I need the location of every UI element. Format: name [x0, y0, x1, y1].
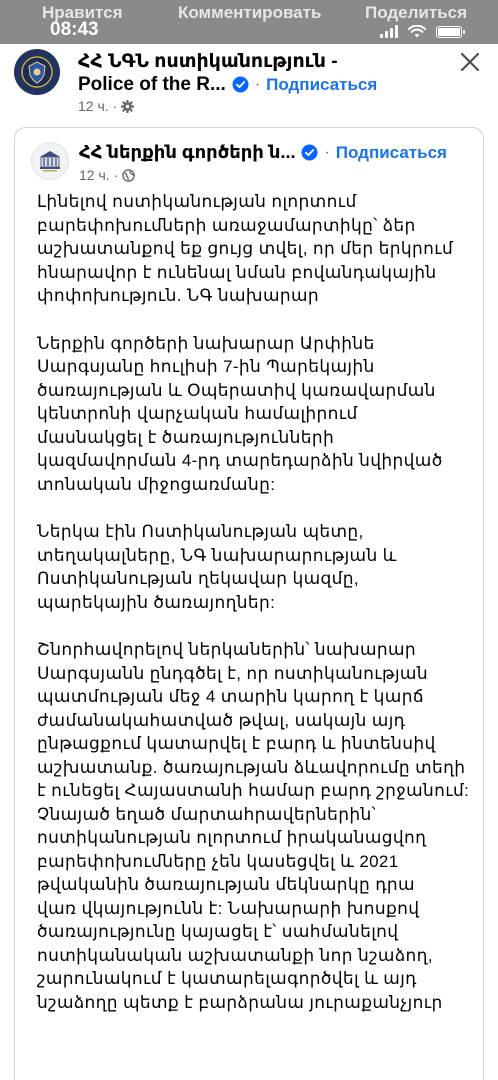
post-meta [78, 98, 134, 114]
text-line: Չնայած եղած մարտահրավերներին՝ [37, 804, 377, 824]
text-line: աշխատանք. ծառայության ձևավորումը տեղի [37, 757, 466, 777]
text-line: շարունակում է կատարելագործվել և այդ [37, 969, 417, 988]
paragraph-3 [37, 520, 477, 614]
separator-dot: · [112, 98, 118, 114]
paragraph-1 [37, 190, 477, 308]
comment-action[interactable]: Комментировать [178, 3, 322, 22]
text-line: մասնակցել է ծառայությունների [37, 427, 335, 447]
text-line: տոնական միջոցառմանը: [37, 474, 276, 494]
text-line: բարեփոխումների առաջամարտիկը՝ ձեր [37, 215, 416, 235]
text-line: կազմավորման 4-րդ տարեդարձին նվիրված [37, 451, 443, 470]
shared-page-name-row [79, 142, 447, 163]
paragraph-4 [37, 638, 477, 1014]
text-line: պատմության մեջ 4 տարին կարող է կարճ [37, 687, 424, 706]
status-time: 08:43 [50, 19, 99, 40]
separator-dot: · [113, 167, 119, 183]
text-line: տեղակալները, ՆԳ նախարարության և [37, 545, 397, 565]
subscribe-button[interactable]: Подписаться [266, 75, 378, 94]
text-line: Սարգսյանը հուլիսի 7-ին Պարեկային [37, 357, 375, 376]
text-line: թվականին ծառայության մեկնարկը դրա [37, 875, 415, 894]
like-action[interactable]: Нравится [42, 3, 123, 22]
verified-badge-icon [301, 144, 318, 161]
page-name-continued[interactable]: Police of the R... [78, 74, 226, 95]
text-line: ոստիկանական աշխատանքի նոր նշաձող, [37, 945, 433, 965]
separator-dot: · [254, 76, 261, 93]
text-line: պարեկային ծառայողներ: [37, 592, 276, 612]
text-line: վառ վկայությունն է: Նախարարի խոսքով [37, 898, 420, 918]
shared-post-time[interactable]: 12 ч. [79, 167, 110, 183]
shared-post-card[interactable] [14, 127, 484, 1080]
gear-icon [121, 100, 134, 113]
text-line: Լինելով ոստիկանության ոլորտում [37, 192, 357, 211]
post-time[interactable]: 12 ч. [78, 98, 109, 114]
shared-subscribe-button[interactable]: Подписаться [335, 142, 447, 162]
shared-post-body [37, 190, 477, 1014]
text-line: ծառայության և Օպերատիվ կառավարման [37, 380, 436, 400]
text-line: Ներկա էին Ոստիկանության պետը, [37, 522, 364, 541]
wifi-icon [408, 25, 426, 38]
text-line: հնարավոր է ունենալ նման բովանդակային [37, 262, 437, 282]
status-icons [380, 24, 462, 38]
ministry-emblem-icon[interactable] [31, 142, 69, 180]
globe-icon [122, 169, 135, 182]
text-line: կենտրոնի վարչական համալիրում [37, 404, 358, 423]
text-line: ժամանակահատված թվալ, սակայն այդ [37, 710, 406, 730]
text-line: ոստիկանության ոլորտում իրականացվող [37, 828, 427, 847]
page-name-line2 [78, 73, 377, 96]
post-header [0, 44, 498, 122]
text-line: է ունեցել Հայաստանի համար բարդ շրջանում: [37, 781, 470, 800]
police-emblem-icon[interactable] [14, 49, 60, 95]
text-line: փոփոխություն. ՆԳ նախարար [37, 286, 320, 305]
close-icon[interactable] [458, 50, 482, 74]
shared-page-name[interactable]: ՀՀ ներքին գործերի ն... [79, 142, 296, 162]
page-name[interactable]: ՀՀ ՆԳՆ ոստիկանություն - [78, 51, 338, 72]
text-line: Ոստիկանության ղեկավար կազմը, [37, 569, 359, 588]
text-line: Սարգսյանն ընդգծել է, որ ոստիկանության [37, 663, 428, 683]
text-line: ծառայությունը կայացել է՝ սահմանելով [37, 922, 399, 941]
paragraph-2 [37, 332, 477, 497]
share-action[interactable]: Поделиться [365, 3, 468, 22]
battery-icon [436, 26, 462, 38]
shared-post-meta [79, 167, 135, 183]
text-line: Շնորհավորելով ներկաներին՝ նախարար [37, 640, 417, 659]
text-line: նշաձողը պետք է բարձրանա յուրաքանչյուր [37, 992, 443, 1012]
verified-badge-icon [232, 76, 249, 93]
cellular-signal-icon [380, 25, 398, 38]
separator-dot: · [324, 143, 330, 161]
text-line: Ներքին գործերի նախարար Արփինե [37, 333, 375, 353]
top-overlay-bar [0, 0, 498, 44]
text-line: աշխատանքով եք ցույց տվել, որ մեր երկրում [37, 239, 454, 258]
text-line: բարեփոխումները չեն կասեցվել և 2021 [37, 851, 399, 871]
text-line: ընթացքում կատարվել է բարդ և ինտենսիվ [37, 734, 436, 753]
